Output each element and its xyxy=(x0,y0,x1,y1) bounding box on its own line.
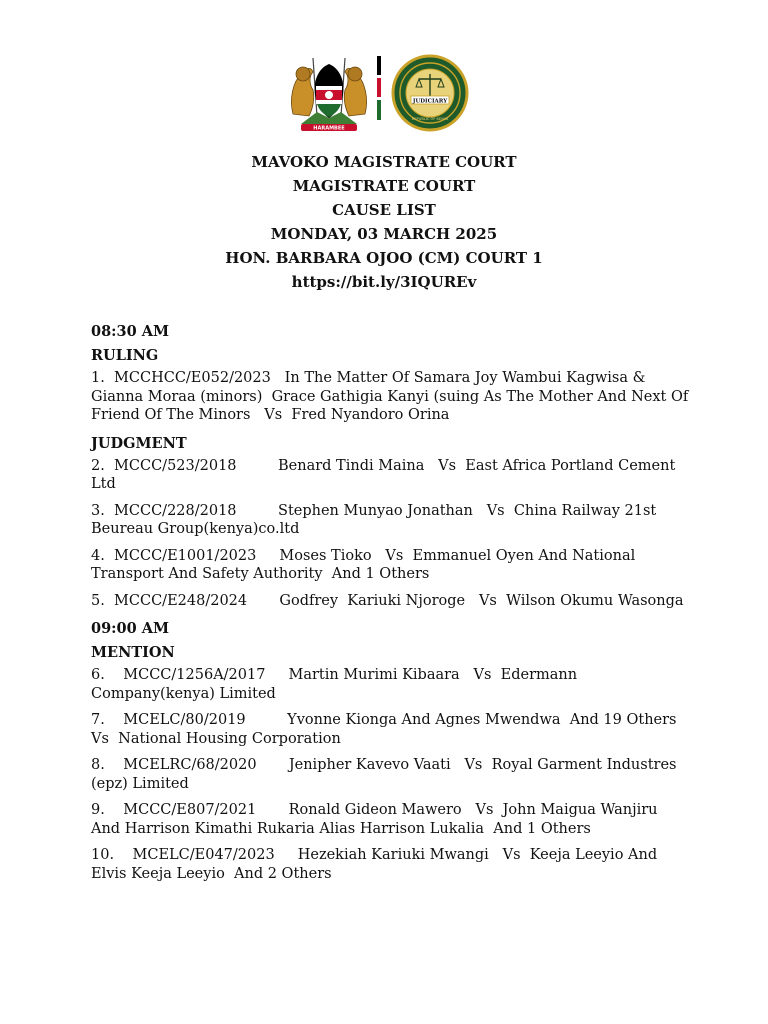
section-title-judgment: JUDGMENT xyxy=(91,434,187,452)
section-title-ruling: RULING xyxy=(91,347,159,364)
court-name: MAVOKO MAGISTRATE COURT xyxy=(251,153,517,171)
judge-and-court: HON. BARBARA OJOO (CM) COURT 1 xyxy=(225,249,543,267)
case-entry: 9. MCCC/E807/2021 Ronald Gideon Mawero Vs John Maigua Wanjiru And Harrison Kimathi Rukaria Alias Harrison Lukalia And 1 Others xyxy=(91,802,663,837)
session-0830 xyxy=(91,321,691,610)
svg-text:REPUBLIC OF KENYA: REPUBLIC OF KENYA xyxy=(411,117,449,121)
case-entry: 2. MCCC/523/2018 Benard Tindi Maina Vs East Africa Portland Cement Ltd xyxy=(91,457,680,492)
flag-stripe-icon xyxy=(376,56,382,132)
case-entry: 8. MCELRC/68/2020 Jenipher Kavevo Vaati Vs Royal Garment Industres (epz) Limited xyxy=(91,757,682,792)
case-entry: 1. MCCHCC/E052/2023 In The Matter Of Samara Joy Wambui Kagwisa & Gianna Moraa (minors) Grace Gathigia Kanyi (suing As The Mother And Next Of Friend Of The Minors Vs Fred Nyandoro Orina xyxy=(91,370,693,423)
case-entry: 6. MCCC/1256A/2017 Martin Murimi Kibaara Vs Edermann Company(kenya) Limited xyxy=(91,667,582,702)
svg-text:HARAMBEE: HARAMBEE xyxy=(313,125,345,132)
section-title-mention: MENTION xyxy=(91,644,175,661)
case-entry: 4. MCCC/E1001/2023 Moses Tioko Vs Emmanuel Oyen And National Transport And Safety Authority And 1 Others xyxy=(91,547,640,582)
hearing-date: MONDAY, 03 MARCH 2025 xyxy=(270,225,498,243)
virtual-link[interactable]: https://bit.ly/3IQUREv xyxy=(291,273,477,291)
list-title: CAUSE LIST xyxy=(332,201,436,219)
logo-group xyxy=(287,52,472,136)
session-time: 08:30 AM xyxy=(91,323,170,340)
kenya-coat-of-arms-icon xyxy=(287,54,371,134)
court-type: MAGISTRATE COURT xyxy=(292,177,476,195)
svg-text:JUDICIARY: JUDICIARY xyxy=(412,98,448,105)
case-entry: 10. MCELC/E047/2023 Hezekiah Kariuki Mwangi Vs Keeja Leeyio And Elvis Keeja Leeyio And 2 Others xyxy=(91,847,662,882)
cause-list-header xyxy=(0,150,768,294)
case-entry: 5. MCCC/E248/2024 Godfrey Kariuki Njoroge Vs Wilson Okumu Wasonga xyxy=(91,592,684,609)
judiciary-seal-icon xyxy=(391,54,469,132)
case-entry: 3. MCCC/228/2018 Stephen Munyao Jonathan Vs China Railway 21st Beureau Group(kenya)co.ltd xyxy=(91,502,661,537)
case-entry: 7. MCELC/80/2019 Yvonne Kionga And Agnes Mwendwa And 19 Others Vs National Housing Corporation xyxy=(91,712,686,747)
session-0900 xyxy=(91,618,691,883)
session-time: 09:00 AM xyxy=(91,620,170,637)
cause-list-body xyxy=(91,321,691,891)
